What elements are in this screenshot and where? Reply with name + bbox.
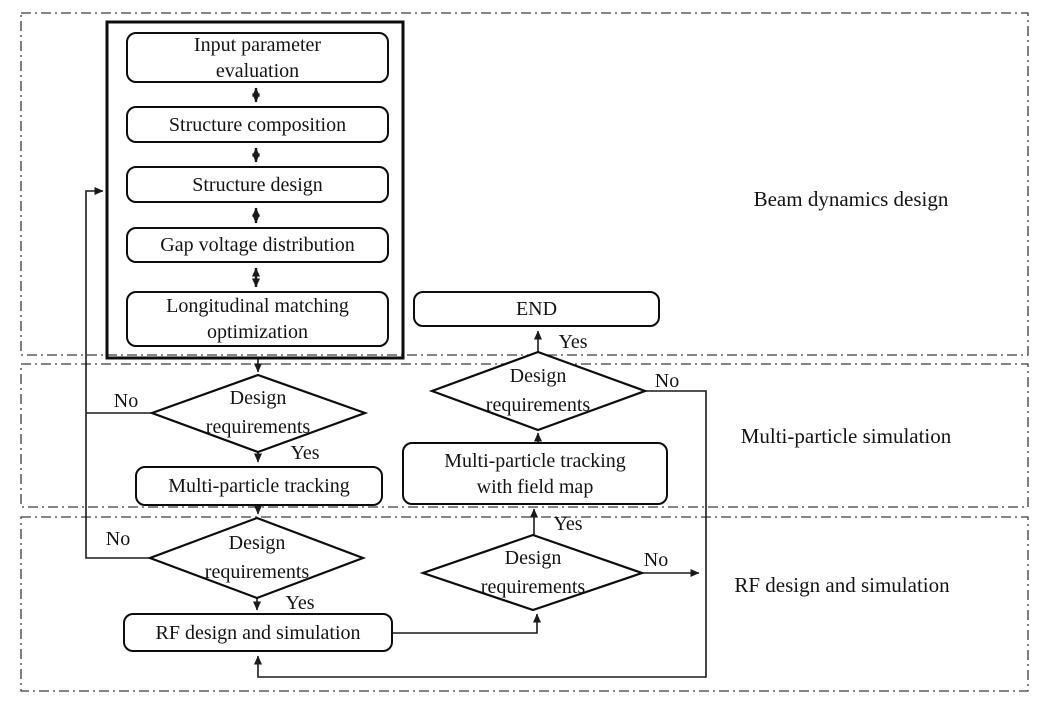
- decision1-yes-label: Yes: [290, 442, 320, 464]
- decision4-yes-label: Yes: [553, 513, 583, 535]
- step-structure-composition: [126, 106, 389, 143]
- step-label: Gap voltage distribution: [160, 234, 355, 256]
- decision2-label: Design requirements: [485, 365, 591, 416]
- field-map-tracking-node: [402, 442, 668, 505]
- decision2-no-label: No: [654, 370, 680, 392]
- node-label: RF design and simulation: [155, 621, 361, 644]
- band-rf-design-label: RF design and simulation: [734, 573, 950, 597]
- decision4-label: Design requirements: [480, 547, 586, 598]
- step-label: evaluation: [215, 59, 300, 82]
- end-label: END: [515, 298, 558, 320]
- edge-rf-to-decision4: [393, 614, 537, 633]
- decision3-label: Design requirements: [204, 532, 310, 583]
- decision2-yes-label: Yes: [558, 331, 588, 353]
- node-label: Multi-particle tracking: [444, 449, 626, 472]
- decision3-yes-label: Yes: [285, 592, 315, 614]
- step-input-parameter-evaluation: [126, 32, 389, 83]
- step-label: Input parameter: [193, 33, 322, 56]
- decision3-no-label: No: [105, 528, 131, 550]
- multi-particle-tracking-node: [135, 466, 383, 506]
- rf-design-node: [123, 613, 393, 652]
- band-multi-particle-label: Multi-particle simulation: [740, 424, 952, 448]
- band-beam-dynamics-label: Beam dynamics design: [753, 187, 949, 211]
- step-label: Structure design: [192, 173, 323, 196]
- decision1-label: Design requirements: [205, 387, 311, 438]
- step-label: Longitudinal matching: [166, 295, 349, 317]
- node-label: with field map: [476, 475, 594, 498]
- step-label: Structure composition: [168, 113, 347, 136]
- decision4-no-label: No: [643, 549, 669, 571]
- step-longitudinal-matching-optimization: [126, 291, 389, 347]
- step-structure-design: [126, 166, 389, 203]
- node-label: Multi-particle tracking: [168, 475, 350, 497]
- step-label: optimization: [206, 321, 309, 343]
- step-gap-voltage-distribution: [126, 227, 389, 263]
- end-node: [413, 291, 660, 327]
- decision1-no-label: No: [113, 390, 139, 412]
